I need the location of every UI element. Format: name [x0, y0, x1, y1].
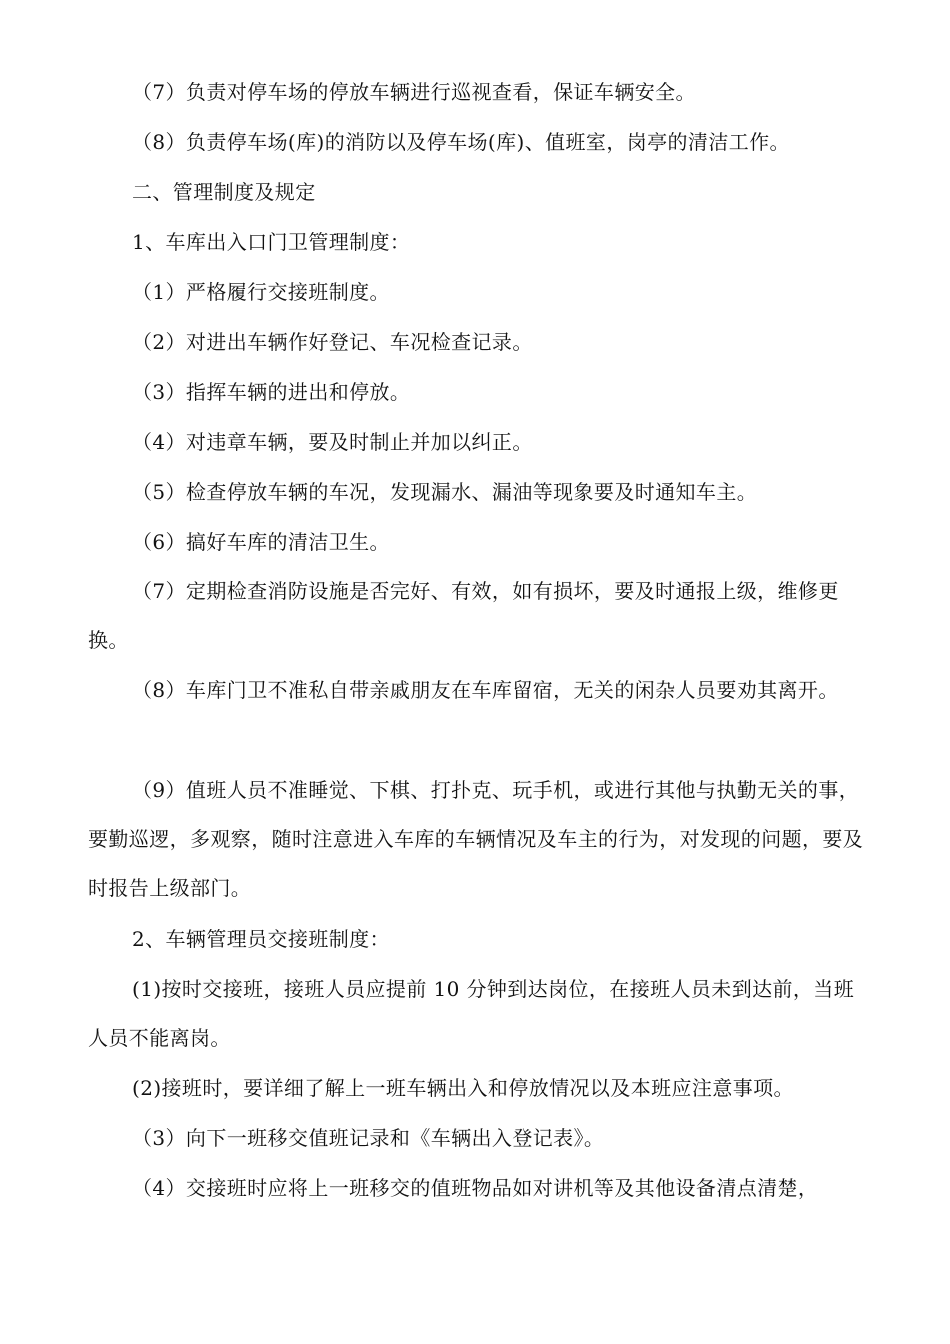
paragraph-handover-4: （4）交接班时应将上一班移交的值班物品如对讲机等及其他设备清点清楚， — [132, 1176, 819, 1200]
paragraph-handover-3: （3）向下一班移交值班记录和《车辆出入登记表》。 — [132, 1126, 605, 1150]
subsection-heading-gate-rules: 1、车库出入口门卫管理制度： — [132, 230, 411, 254]
paragraph-gate-9: （9）值班人员不准睡觉、下棋、打扑克、玩手机，或进行其他与执勤无关的事，要勤巡逻，多观察，随时注意进入车库的车辆情况及车主的行为，对发现的问题，要及时报告上级部门。 — [88, 778, 864, 900]
paragraph-duty-7: （7）负责对停车场的停放车辆进行巡视查看，保证车辆安全。 — [132, 80, 696, 104]
paragraph-gate-5: （5）检查停放车辆的车况，发现漏水、漏油等现象要及时通知车主。 — [132, 480, 758, 504]
paragraph-handover-1: (1)按时交接班，接班人员应提前 10 分钟到达岗位，在接班人员未到达前，当班人员不能离岗。 — [88, 977, 855, 1050]
paragraph-gate-8: （8）车库门卫不准私自带亲戚朋友在车库留宿，无关的闲杂人员要劝其离开。 — [132, 678, 839, 702]
section-heading-management: 二、管理制度及规定 — [132, 180, 316, 204]
subsection-heading-handover: 2、车辆管理员交接班制度： — [132, 927, 390, 951]
paragraph-gate-6: （6）搞好车库的清洁卫生。 — [132, 530, 390, 554]
paragraph-gate-4: （4）对违章车辆，要及时制止并加以纠正。 — [132, 430, 533, 454]
paragraph-handover-2: (2)接班时，要详细了解上一班车辆出入和停放情况以及本班应注意事项。 — [132, 1076, 794, 1100]
paragraph-gate-2: （2）对进出车辆作好登记、车况检查记录。 — [132, 330, 533, 354]
paragraph-gate-1: （1）严格履行交接班制度。 — [132, 280, 390, 304]
paragraph-gate-7: （7）定期检查消防设施是否完好、有效，如有损坏，要及时通报上级，维修更换。 — [88, 579, 839, 652]
paragraph-gate-3: （3）指挥车辆的进出和停放。 — [132, 380, 411, 404]
paragraph-duty-8: （8）负责停车场(库)的消防以及停车场(库)、值班室，岗亭的清洁工作。 — [132, 130, 790, 154]
